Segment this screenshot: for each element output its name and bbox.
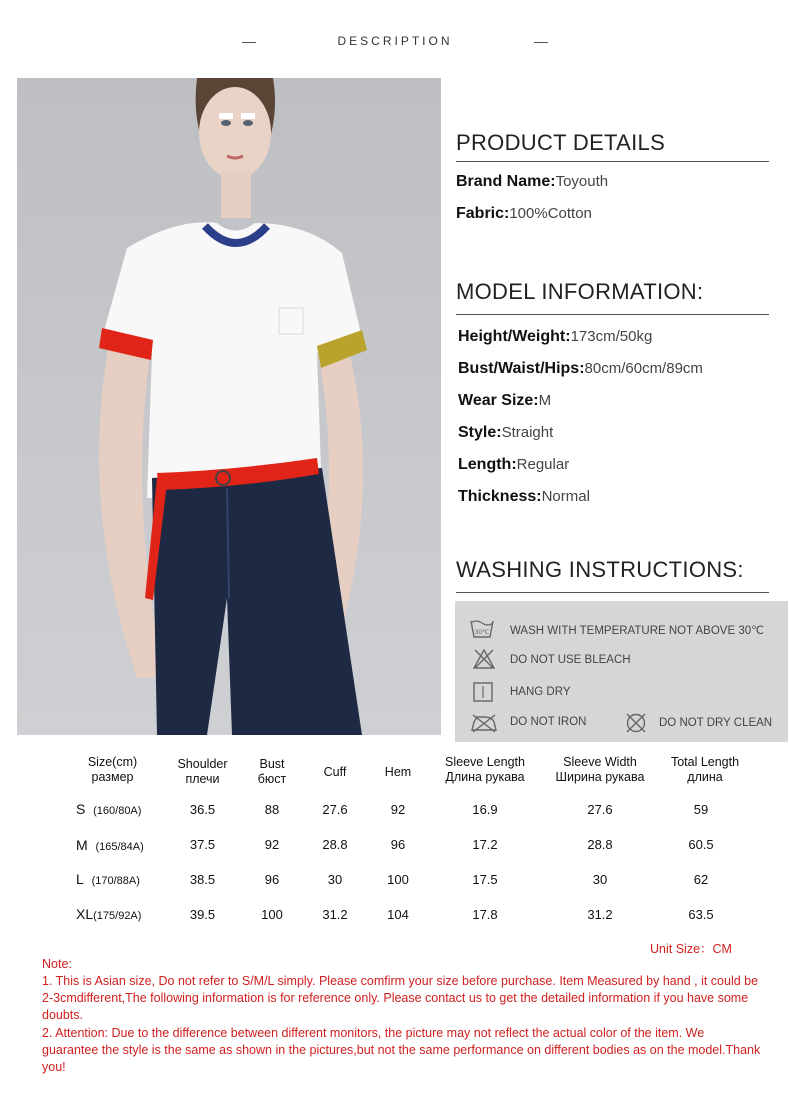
section-divider: [456, 161, 769, 162]
size-label: L (170/88A): [76, 871, 140, 887]
hang-dry-icon: [473, 682, 493, 702]
wash-instruction-text: DO NOT USE BLEACH: [510, 654, 631, 666]
table-cell: 96: [264, 872, 280, 887]
table-cell: 17.5: [472, 872, 498, 887]
model-info-value: M: [538, 392, 552, 409]
model-info-label: Length:: [458, 456, 517, 473]
size-table-header: Sleeve Width Ширина рукава: [555, 755, 645, 784]
table-cell: 38.5: [189, 872, 216, 887]
header-dash-right: [534, 42, 548, 43]
model-info-label: Style:: [458, 424, 502, 441]
table-cell: 37.5: [189, 837, 216, 852]
size-table-header: Shoulder плечи: [177, 757, 228, 786]
table-cell: 16.9: [472, 802, 498, 817]
model-info-value: Normal: [541, 488, 590, 505]
table-cell: 28.8: [587, 837, 613, 852]
table-cell: 27.6: [587, 802, 613, 817]
model-info-value: 80cm/60cm/89cm: [584, 360, 703, 377]
wash-instruction-text: DO NOT IRON: [510, 716, 587, 728]
section-divider: [456, 314, 769, 315]
note-heading: Note:: [42, 957, 72, 971]
size-label: M (165/84A): [76, 837, 144, 853]
table-cell: 28.8: [322, 837, 348, 852]
size-table-header: Total Length длина: [670, 755, 740, 784]
size-label: XL(175/92A): [76, 906, 142, 922]
table-cell: 92: [390, 802, 406, 817]
table-cell: 100: [261, 907, 283, 922]
table-cell: 31.2: [322, 907, 348, 922]
table-cell: 30: [327, 872, 343, 887]
table-cell: 17.8: [472, 907, 498, 922]
table-cell: 31.2: [587, 907, 613, 922]
fabric-value: 100%Cotton: [509, 205, 592, 222]
table-cell: 62: [693, 872, 709, 887]
model-info-row: [458, 328, 652, 346]
model-info-label: Wear Size:: [458, 392, 539, 409]
wash-instruction-text: DO NOT DRY CLEAN: [659, 717, 773, 729]
wash-30-icon: [469, 617, 495, 639]
table-cell: 59: [693, 802, 709, 817]
table-cell: 39.5: [189, 907, 216, 922]
table-cell: 63.5: [688, 907, 714, 922]
fabric-row: [456, 205, 592, 223]
no-bleach-icon: [473, 649, 495, 669]
wash-temperature-text: 30℃: [474, 629, 490, 636]
washing-instructions-title: WASHING INSTRUCTIONS:: [456, 557, 744, 582]
model-information-title: MODEL INFORMATION:: [456, 279, 704, 304]
washing-instructions-panel: [455, 601, 788, 742]
table-cell: 17.2: [472, 837, 498, 852]
table-cell: 104: [387, 907, 409, 922]
model-info-row: [458, 488, 590, 506]
fabric-label: Fabric:: [456, 205, 510, 222]
no-iron-icon: [469, 713, 499, 733]
model-info-row: [458, 424, 553, 442]
model-info-label: Thickness:: [458, 488, 542, 505]
note-line-1: 1. This is Asian size, Do not refer to S/M/L simply. Please comfirm your size before purchase. Item Measured by hand , it could be 2-3cmdifferent,The following information is for reference only. Please contact us to get the detailed information if you have some doubts.: [42, 974, 759, 1022]
no-dry-clean-icon: [625, 712, 647, 734]
brand-label: Brand Name:: [456, 173, 556, 190]
table-cell: 60.5: [688, 837, 714, 852]
size-label: S (160/80A): [76, 801, 142, 817]
model-info-row: [458, 360, 703, 378]
model-info-label: Bust/Waist/Hips:: [458, 360, 585, 377]
unit-size-label: Unit Size：CM: [650, 942, 732, 956]
model-info-value: Straight: [501, 424, 554, 441]
model-info-row: [458, 392, 551, 410]
table-cell: 88: [264, 802, 280, 817]
section-divider: [456, 592, 769, 593]
model-info-label: Height/Weight:: [458, 328, 571, 345]
brand-value: Toyouth: [555, 173, 609, 190]
table-cell: 27.6: [322, 802, 348, 817]
table-cell: 36.5: [189, 802, 216, 817]
size-table-header: Size(cm) размер: [87, 755, 138, 784]
table-cell: 100: [387, 872, 409, 887]
product-details-title: PRODUCT DETAILS: [456, 130, 666, 155]
section-title-description: DESCRIPTION: [337, 34, 453, 48]
size-table-header: Sleeve Length Длина рукава: [445, 755, 525, 784]
size-table-header: Cuff: [323, 765, 347, 779]
note-line-2: 2. Attention: Due to the difference between different monitors, the picture may not reflect the actual color of the item. We guarantee the style is the same as shown in the pictures,but not the same performance on different bodies as on the model.Thank you!: [42, 1026, 761, 1074]
model-photo: [17, 78, 441, 735]
brand-name-row: [456, 173, 608, 191]
size-table-header: Bust бюст: [257, 757, 287, 786]
model-info-row: [458, 456, 569, 474]
model-info-value: Regular: [516, 456, 570, 473]
model-info-value: 173cm/50kg: [570, 328, 653, 345]
table-cell: 96: [390, 837, 406, 852]
wash-instruction-text: WASH WITH TEMPERATURE NOT ABOVE 30℃: [510, 625, 765, 637]
table-cell: 92: [264, 837, 280, 852]
size-table-header: Hem: [384, 765, 412, 779]
table-cell: 30: [592, 872, 608, 887]
wash-instruction-text: HANG DRY: [510, 686, 571, 698]
